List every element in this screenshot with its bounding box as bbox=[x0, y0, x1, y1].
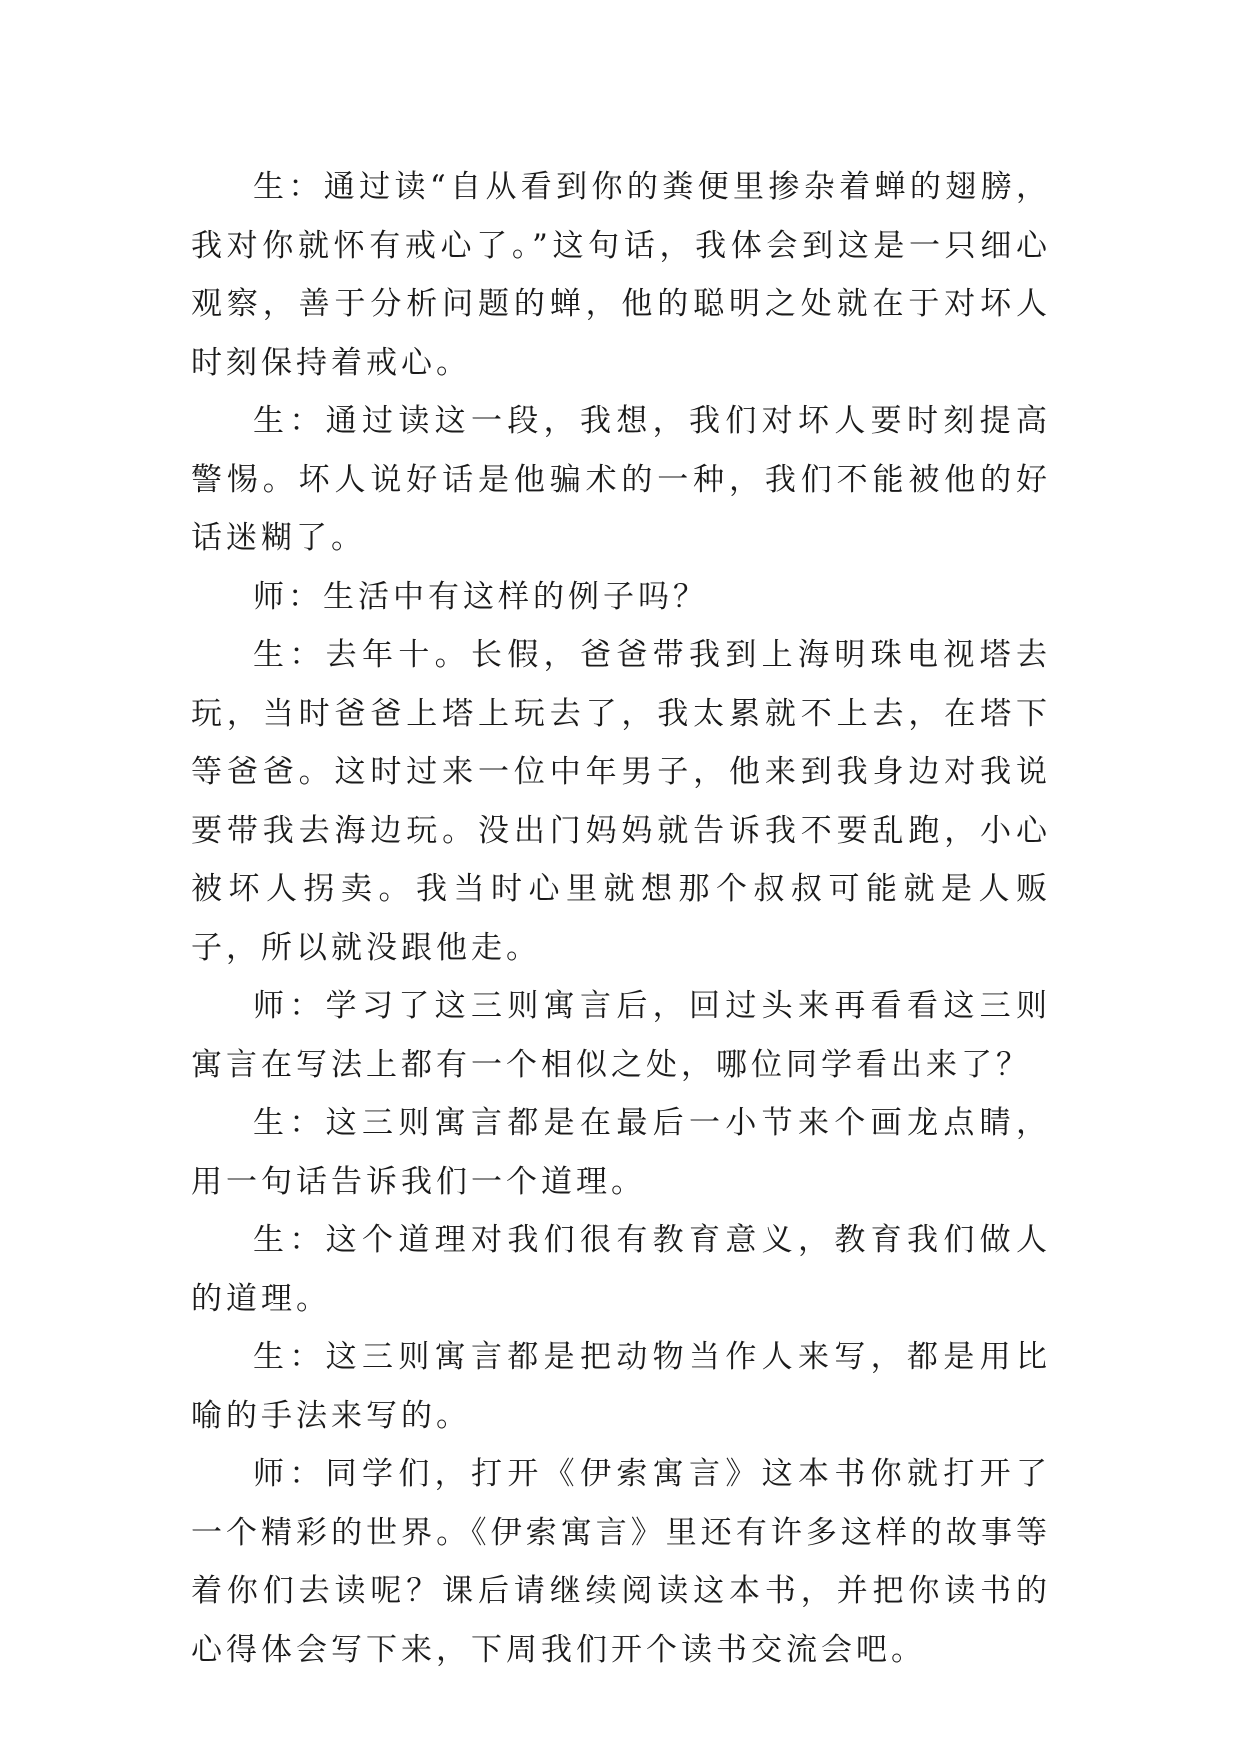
paragraph-teacher-writing-question: 师：学习了这三则寓言后，回过头来再看看这三则寓言在写法上都有一个相似之处，哪位同学看出来了？ bbox=[191, 988, 1051, 1083]
paragraph-teacher-question-example: 师：生活中有这样的例子吗？ bbox=[253, 578, 708, 615]
paragraph-student-cicada-insight: 生：通过读“自从看到你的粪便里掺杂着蝉的翅膀，我对你就怀有戒心了。”这句话，我体会到这是一只细心观察，善于分析问题的蝉，他的聪明之处就在于对坏人时刻保持着戒心。 bbox=[191, 169, 1051, 381]
paragraph-student-personification: 生：这三则寓言都是把动物当作人来写，都是用比喻的手法来写的。 bbox=[191, 1339, 1051, 1434]
document-body bbox=[191, 158, 1051, 1679]
paragraph-student-moral-ending: 生：这三则寓言都是在最后一小节来个画龙点睛，用一句话告诉我们一个道理。 bbox=[191, 1105, 1051, 1200]
paragraph-teacher-conclusion: 师：同学们，打开《伊索寓言》这本书你就打开了一个精彩的世界。《伊索寓言》里还有许多这样的故事等着你们去读呢？课后请继续阅读这本书，并把你读书的心得体会写下来，下周我们开个读书交流会吧。 bbox=[191, 1456, 1051, 1668]
paragraph-student-vigilance: 生：通过读这一段，我想，我们对坏人要时刻提高警惕。坏人说好话是他骗术的一种，我们不能被他的好话迷糊了。 bbox=[191, 403, 1051, 556]
paragraph-student-educational: 生：这个道理对我们很有教育意义，教育我们做人的道理。 bbox=[191, 1222, 1051, 1317]
paragraph-student-story: 生：去年十。长假，爸爸带我到上海明珠电视塔去玩，当时爸爸上塔上玩去了，我太累就不上去，在塔下等爸爸。这时过来一位中年男子，他来到我身边对我说要带我去海边玩。没出门妈妈就告诉我不要乱跑，小心被坏人拐卖。我当时心里就想那个叔叔可能就是人贩子，所以就没跟他走。 bbox=[191, 637, 1051, 966]
